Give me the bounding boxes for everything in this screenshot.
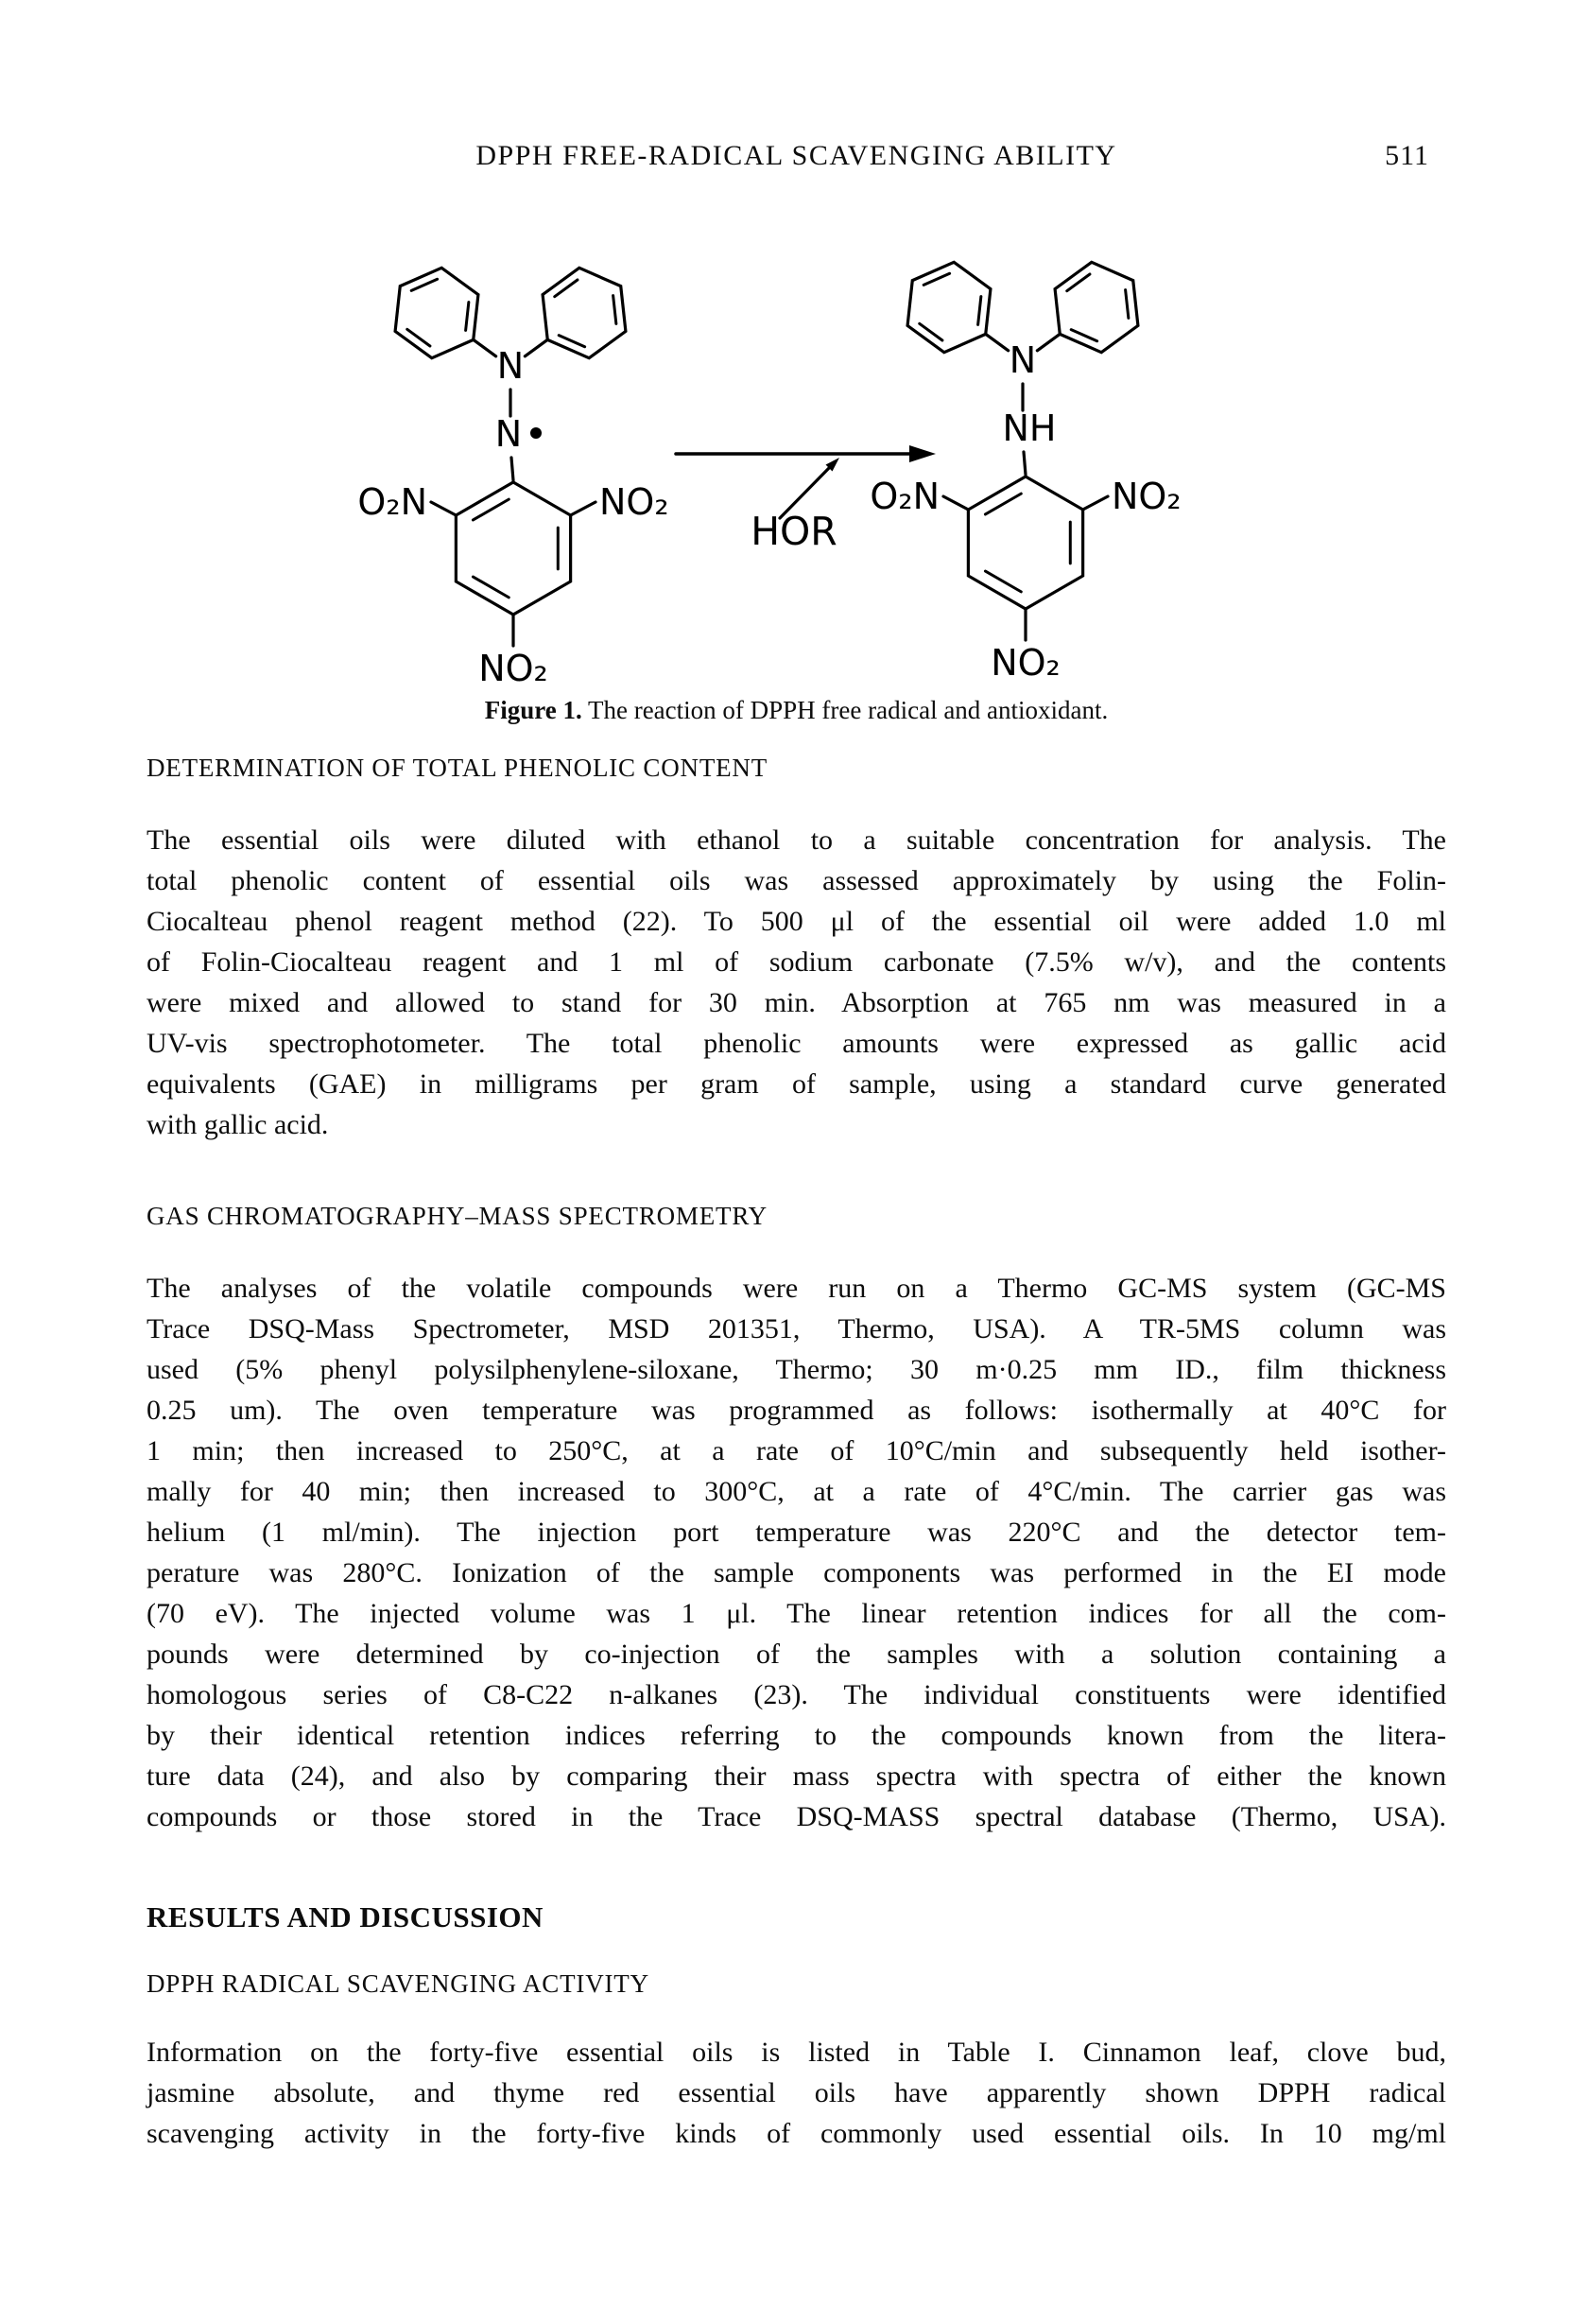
text-line: with gallic acid.: [147, 1109, 329, 1140]
text-line: equivalents (GAE) in milligrams per gram of sample, using a standard curve generated: [147, 1068, 1446, 1100]
figure-caption-text: The reaction of DPPH free radical and antioxidant.: [587, 696, 1109, 724]
running-head-title: DPPH FREE-RADICAL SCAVENGING ABILITY: [475, 140, 1117, 171]
text-line: perature was 280°C. Ionization of the sample components was performed in the EI mode: [147, 1557, 1446, 1588]
text-line: compounds or those stored in the Trace DSQ-MASS spectral database (Thermo, USA).: [147, 1801, 1446, 1832]
text-line: total phenolic content of essential oils was assessed approximately by using the Folin-: [147, 865, 1446, 896]
text-line: ture data (24), and also by comparing their mass spectra with spectra of either the known: [147, 1760, 1446, 1792]
atom-label: NO₂: [599, 481, 669, 523]
text-line: mally for 40 min; then increased to 300°C, at a rate of 4°C/min. The carrier gas was: [147, 1476, 1446, 1507]
figure-caption-label: Figure 1.: [484, 696, 582, 724]
text-line: 1 min; then increased to 250°C, at a rate of 10°C/min and subsequently held isother-: [147, 1435, 1446, 1466]
reaction-arrow: [676, 445, 936, 462]
section-heading-results: RESULTS AND DISCUSSION: [147, 1900, 544, 1934]
figure-caption: [147, 696, 1446, 725]
text-line: scavenging activity in the forty-five kinds of commonly used essential oils. In 10 mg/ml: [147, 2118, 1446, 2149]
atom-label: N: [1009, 339, 1037, 381]
atom-label: NO₂: [478, 648, 548, 688]
text-line: homologous series of C8-C22 n-alkanes (23). The individual constituents were identified: [147, 1679, 1446, 1710]
figure1-scheme: [350, 216, 1352, 688]
text-line: used (5% phenyl polysilphenylene-siloxane, Thermo; 30 m·0.25 mm ID., film thickness: [147, 1354, 1446, 1385]
atom-label: O₂N: [357, 481, 427, 523]
text-line: 0.25 um). The oven temperature was programmed as follows: isothermally at 40°C for: [147, 1395, 1446, 1426]
running-head: [147, 140, 1446, 172]
atom-label: NH: [1002, 408, 1057, 449]
text-line: UV-vis spectrophotometer. The total phenolic amounts were expressed as gallic acid: [147, 1028, 1446, 1059]
text-line: Trace DSQ-Mass Spectrometer, MSD 201351, Thermo, USA). A TR-5MS column was: [147, 1313, 1446, 1344]
atom-label: NO₂: [991, 642, 1061, 684]
text-line: pounds were determined by co-injection of the samples with a solution containing a: [147, 1639, 1446, 1670]
atom-label: HOR: [751, 509, 837, 554]
right-molecule: [870, 262, 1181, 684]
atom-label: N: [496, 345, 525, 387]
text-line: The analyses of the volatile compounds were run on a Thermo GC-MS system (GC-MS: [147, 1273, 1446, 1304]
atom-label: NO₂: [1112, 476, 1182, 517]
text-line: by their identical retention indices referring to the compounds known from the litera-: [147, 1720, 1446, 1751]
text-line: The essential oils were diluted with ethanol to a suitable concentration for analysis. The: [147, 824, 1446, 856]
text-line: (70 eV). The injected volume was 1 μl. The linear retention indices for all the com-: [147, 1598, 1446, 1629]
page-number: 511: [1385, 140, 1429, 171]
text-line: of Folin-Ciocalteau reagent and 1 ml of sodium carbonate (7.5% w/v), and the contents: [147, 946, 1446, 978]
text-line: Ciocalteau phenol reagent method (22). To 500 μl of the essential oil were added 1.0 ml: [147, 906, 1446, 937]
paragraph-phenolic: [147, 820, 1446, 1145]
left-molecule: [357, 268, 668, 688]
reaction-scheme-svg: [350, 216, 1352, 688]
text-line: jasmine absolute, and thyme red essential oils have apparently shown DPPH radical: [147, 2077, 1446, 2108]
text-line: helium (1 ml/min). The injection port temperature was 220°C and the detector tem-: [147, 1517, 1446, 1548]
radical-dot-icon: [530, 427, 542, 439]
text-line: Information on the forty-five essential oils is listed in Table I. Cinnamon leaf, clove bud,: [147, 2037, 1446, 2068]
paragraph-gcms: [147, 1268, 1446, 1837]
text-line: were mixed and allowed to stand for 30 min. Absorption at 765 nm was measured in a: [147, 987, 1446, 1018]
atom-label: N: [494, 413, 523, 455]
section-heading-dpph: DPPH RADICAL SCAVENGING ACTIVITY: [147, 1969, 649, 1998]
hor-annotation: [751, 458, 839, 554]
atom-label: O₂N: [870, 476, 940, 517]
paragraph-dpph: [147, 2032, 1446, 2154]
section-heading-gcms: GAS CHROMATOGRAPHY–MASS SPECTROMETRY: [147, 1202, 768, 1230]
section-heading-phenolic: DETERMINATION OF TOTAL PHENOLIC CONTENT: [147, 754, 768, 782]
